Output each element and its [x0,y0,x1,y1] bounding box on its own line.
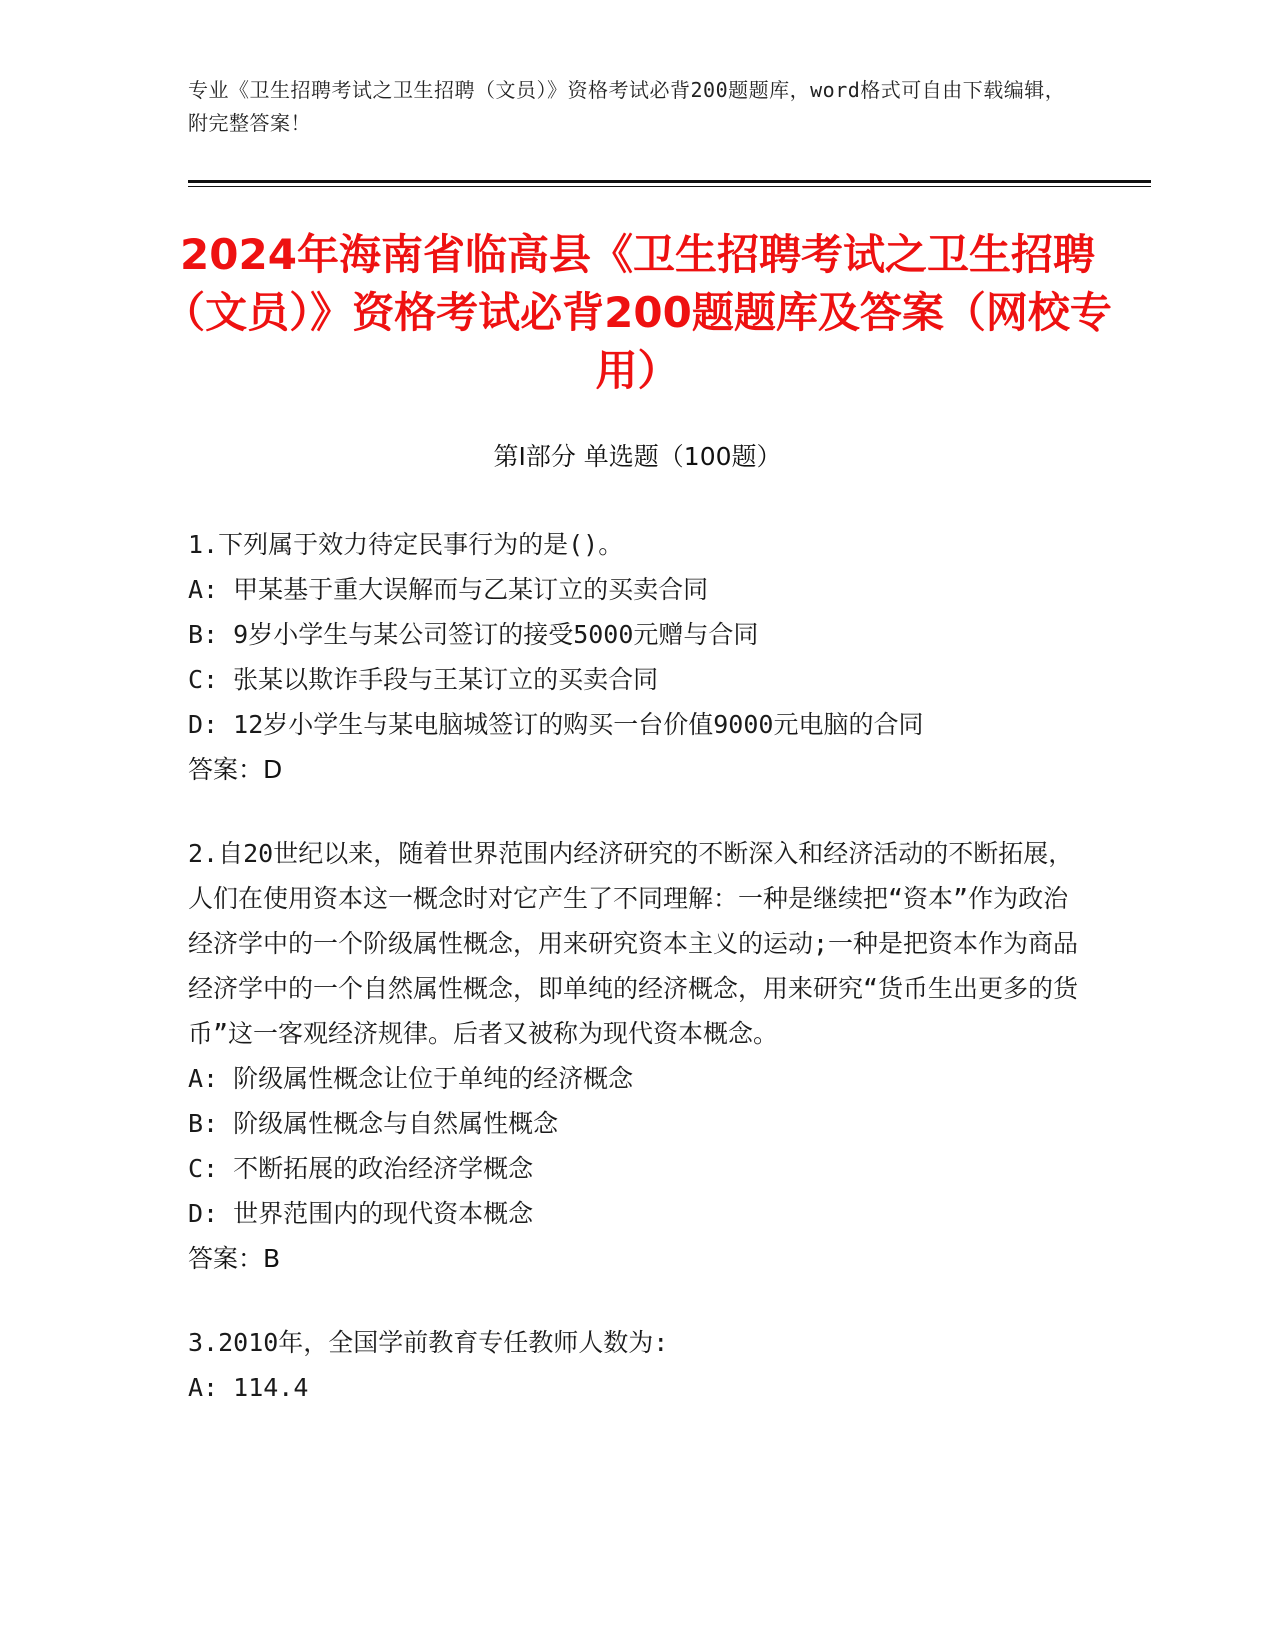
option-b: B: 阶级属性概念与自然属性概念 [188,1109,559,1138]
option-c: C: 张某以欺诈手段与王某订立的买卖合同 [188,665,659,694]
header-note: 专业《卫生招聘考试之卫生招聘（文员）》资格考试必背200题题库，word格式可自由下载编辑，附完整答案！ [188,78,1066,135]
question-list [188,522,1088,1449]
header-divider-thin [188,186,1151,187]
option-b: B: 9岁小学生与某公司签订的接受5000元赠与合同 [188,620,759,649]
question-3 [188,1320,1088,1410]
header-divider [188,180,1151,183]
option-a: A: 阶级属性概念让位于单纯的经济概念 [188,1064,634,1093]
answer: 答案：D [188,755,283,784]
option-d: D: 世界范围内的现代资本概念 [188,1199,534,1228]
document-title: 2024年海南省临高县《卫生招聘考试之卫生招聘（文员）》资格考试必背200题题库及答案（网校专用） [163,230,1112,395]
option-c: C: 不断拓展的政治经济学概念 [188,1154,534,1183]
question-stem: 3.2010年，全国学前教育专任教师人数为: [188,1328,669,1357]
section-title: 第I部分 单选题（100题） [493,442,782,471]
question-stem: 2.自20世纪以来，随着世界范围内经济研究的不断深入和经济活动的不断拓展，人们在使用资本这一概念时对它产生了不同理解：一种是继续把“资本”作为政治经济学中的一个阶级属性概念，用来研究资本主义的运动;一种是把资本作为商品经济学中的一个自然属性概念，即单纯的经济概念，用来研究“货币生出更多的货币”这一客观经济规律。后者又被称为现代资本概念。 [188,839,1079,1048]
question-2 [188,831,1088,1281]
answer: 答案：B [188,1244,281,1273]
option-a: A: 114.4 [188,1373,309,1402]
option-d: D: 12岁小学生与某电脑城签订的购买一台价值9000元电脑的合同 [188,710,924,739]
question-stem: 1.下列属于效力待定民事行为的是()。 [188,530,624,559]
option-a: A: 甲某基于重大误解而与乙某订立的买卖合同 [188,575,709,604]
question-1 [188,522,1088,792]
